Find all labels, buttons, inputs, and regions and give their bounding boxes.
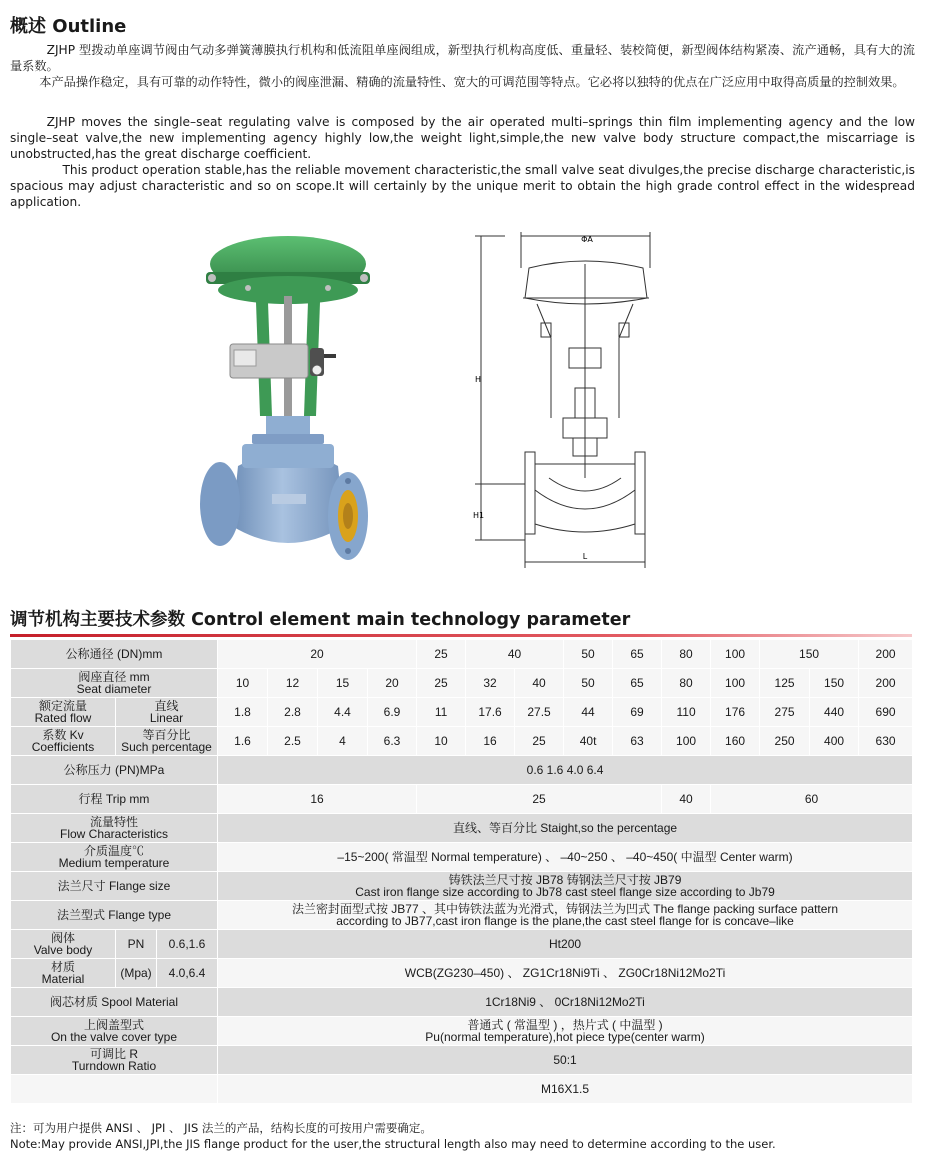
eq-cell: 160: [711, 727, 760, 756]
seat-cell: 150: [810, 669, 859, 698]
row-label-eq-percent: 等百分比 Such percentage: [116, 727, 218, 756]
eq-cell: 10: [417, 727, 466, 756]
eq-cell: 6.3: [368, 727, 417, 756]
seat-cell: 100: [711, 669, 760, 698]
seat-cell: 15: [318, 669, 368, 698]
trip-cell: 25: [417, 785, 662, 814]
dn-cell: 100: [711, 640, 760, 669]
eq-cell: 25: [515, 727, 564, 756]
eq-cell: 63: [613, 727, 662, 756]
note-cn: 注：可为用户提供 ANSI 、 JPI 、 JIS 法兰的产品，结构长度的可按用户需要确定。: [10, 1121, 432, 1135]
flange-size-value: 铸铁法兰尺寸按 JB78 铸钢法兰尺寸按 JB79 Cast iron flange size according to Jb78 cast steel flange size according to Jb79: [218, 872, 913, 901]
dn-cell: 150: [760, 640, 859, 669]
pn-subcell: PN 0.6,1.6: [116, 930, 218, 959]
outline-cn-paragraph-1: ZJHP 型拨动单座调节阀由气动多弹簧薄膜执行机构和低流阻单座阀组成，新型执行机构高度低、重量轻、装校简便，新型阀体结构紧凑、流产通畅，具有大的流量系数。: [10, 43, 915, 74]
pn-value: 0.6 1.6 4.0 6.4: [218, 756, 913, 785]
eq-cell: 630: [859, 727, 913, 756]
seat-cell: 80: [662, 669, 711, 698]
turndown-value: 50:1: [218, 1046, 913, 1075]
seat-cell: 200: [859, 669, 913, 698]
row-label-temperature: 介质温度℃ Medium temperature: [11, 843, 218, 872]
linear-cell: 110: [662, 698, 711, 727]
row-label-flange-type: 法兰型式 Flange type: [11, 901, 218, 930]
seat-cell: 10: [218, 669, 268, 698]
parameter-table: [10, 639, 913, 1104]
dim-label-a: ΦA: [581, 235, 593, 244]
linear-cell: 4.4: [318, 698, 368, 727]
note-en: Note:May provide ANSI,JPI,the JIS flange product for the user,the structural length also may need to determine according to the user.: [10, 1137, 776, 1151]
linear-cell: 2.8: [268, 698, 318, 727]
seat-cell: 50: [564, 669, 613, 698]
eq-cell: 250: [760, 727, 810, 756]
row-label-turndown: 可调比 R Turndown Ratio: [11, 1046, 218, 1075]
eq-cell: 2.5: [268, 727, 318, 756]
dim-label-h: H: [475, 375, 482, 384]
row-label-flange-size: 法兰尺寸 Flange size: [11, 872, 218, 901]
linear-cell: 69: [613, 698, 662, 727]
dim-label-h1: H1: [473, 511, 485, 520]
row-label-pn: 公称压力 (PN)MPa: [11, 756, 218, 785]
valve-body-value: Ht200: [218, 930, 913, 959]
dn-cell: 50: [564, 640, 613, 669]
row-label-kv: 系数 Kv Coefficients: [11, 727, 116, 756]
outline-cn-paragraph-2: 本产品操作稳定，具有可靠的动作特性，微小的阀座泄漏、精确的流量特性、宽大的可调范围等特点。它必将以独特的优点在广泛应用中取得高质量的控制效果。: [39, 75, 905, 89]
row-label-valve-body: 阀体 Valve body: [11, 930, 116, 959]
linear-cell: 6.9: [368, 698, 417, 727]
eq-cell: 4: [318, 727, 368, 756]
dn-cell: 40: [466, 640, 564, 669]
seat-cell: 40: [515, 669, 564, 698]
seat-cell: 20: [368, 669, 417, 698]
seat-cell: 25: [417, 669, 466, 698]
seat-cell: 65: [613, 669, 662, 698]
trip-cell: 40: [662, 785, 711, 814]
outline-en-paragraph-2: This product operation stable,has the reliable movement characteristic,the small valve seat divulges,the precise discharge characteristic,is spacious may adjust characteristic and so on scope.It will certainly by the unique merit to obtain the high grade control effect in the widespread application.: [10, 163, 915, 210]
cover-value: 普通式 ( 常温型 ) ，热片式 ( 中温型 ) Pu(normal temperature),hot piece type(center warm): [218, 1017, 913, 1046]
seat-cell: 125: [760, 669, 810, 698]
outline-title: 概述 Outline: [10, 16, 127, 37]
seat-cell: 12: [268, 669, 318, 698]
eq-cell: 16: [466, 727, 515, 756]
eq-cell: 100: [662, 727, 711, 756]
linear-cell: 1.8: [218, 698, 268, 727]
dn-cell: 200: [859, 640, 913, 669]
linear-cell: 690: [859, 698, 913, 727]
seat-cell: 32: [466, 669, 515, 698]
valve-product-image: [198, 226, 378, 586]
row-label-rated-flow: 额定流量 Rated flow: [11, 698, 116, 727]
params-title: 调节机构主要技术参数 Control element main technology parameter: [10, 610, 631, 630]
linear-cell: 275: [760, 698, 810, 727]
dim-label-l: L: [582, 552, 588, 561]
linear-cell: 176: [711, 698, 760, 727]
row-label-seat: 阀座直径 mm Seat diameter: [11, 669, 218, 698]
linear-cell: 17.6: [466, 698, 515, 727]
linear-cell: 27.5: [515, 698, 564, 727]
mpa-subcell: (Mpa) 4.0,6.4: [116, 959, 218, 988]
row-label-linear: 直线 Linear: [116, 698, 218, 727]
linear-cell: 440: [810, 698, 859, 727]
row-label-flow-char: 流量特性 Flow Characteristics: [11, 814, 218, 843]
trip-cell: 60: [711, 785, 913, 814]
row-label-cover: 上阀盖型式 On the valve cover type: [11, 1017, 218, 1046]
eq-cell: 400: [810, 727, 859, 756]
row-label-thread: [11, 1075, 218, 1104]
eq-cell: 1.6: [218, 727, 268, 756]
material-value: WCB(ZG230–450) 、 ZG1Cr18Ni9Ti 、 ZG0Cr18Ni12Mo2Ti: [218, 959, 913, 988]
row-label-spool: 阀芯材质 Spool Material: [11, 988, 218, 1017]
flow-char-value: 直线、等百分比 Staight,so the percentage: [218, 814, 913, 843]
flange-type-value: 法兰密封面型式按 JB77 、其中铸铁法蓝为光滑式，铸钢法兰为凹式 The flange packing surface pattern according to JB77,cast iron flange is the plane,the cast steel flange for is concave–like: [218, 901, 913, 930]
temperature-value: –15~200( 常温型 Normal temperature) 、 –40~250 、 –40~450( 中温型 Center warm): [218, 843, 913, 872]
eq-cell: 40t: [564, 727, 613, 756]
linear-cell: 11: [417, 698, 466, 727]
thread-value: M16X1.5: [218, 1075, 913, 1104]
linear-cell: 44: [564, 698, 613, 727]
trip-cell: 16: [218, 785, 417, 814]
dn-cell: 25: [417, 640, 466, 669]
valve-dimension-drawing: [465, 228, 665, 568]
dn-cell: 65: [613, 640, 662, 669]
dn-cell: 80: [662, 640, 711, 669]
row-label-material: 材质 Material: [11, 959, 116, 988]
row-label-trip: 行程 Trip mm: [11, 785, 218, 814]
outline-en-paragraph-1: ZJHP moves the single–seat regulating valve is composed by the air operated multi–springs thin film implementing agency and the low single–seat valve,the new implementing agency highly low,the weight light,simple,the new valve body structure compact,the miscarriage is unobstructed,has the great discharge coefficient.: [10, 115, 915, 162]
dn-cell: 20: [218, 640, 417, 669]
row-label-dn: 公称通径 (DN)mm: [11, 640, 218, 669]
spool-value: 1Cr18Ni9 、 0Cr18Ni12Mo2Ti: [218, 988, 913, 1017]
title-underline: [10, 634, 912, 637]
